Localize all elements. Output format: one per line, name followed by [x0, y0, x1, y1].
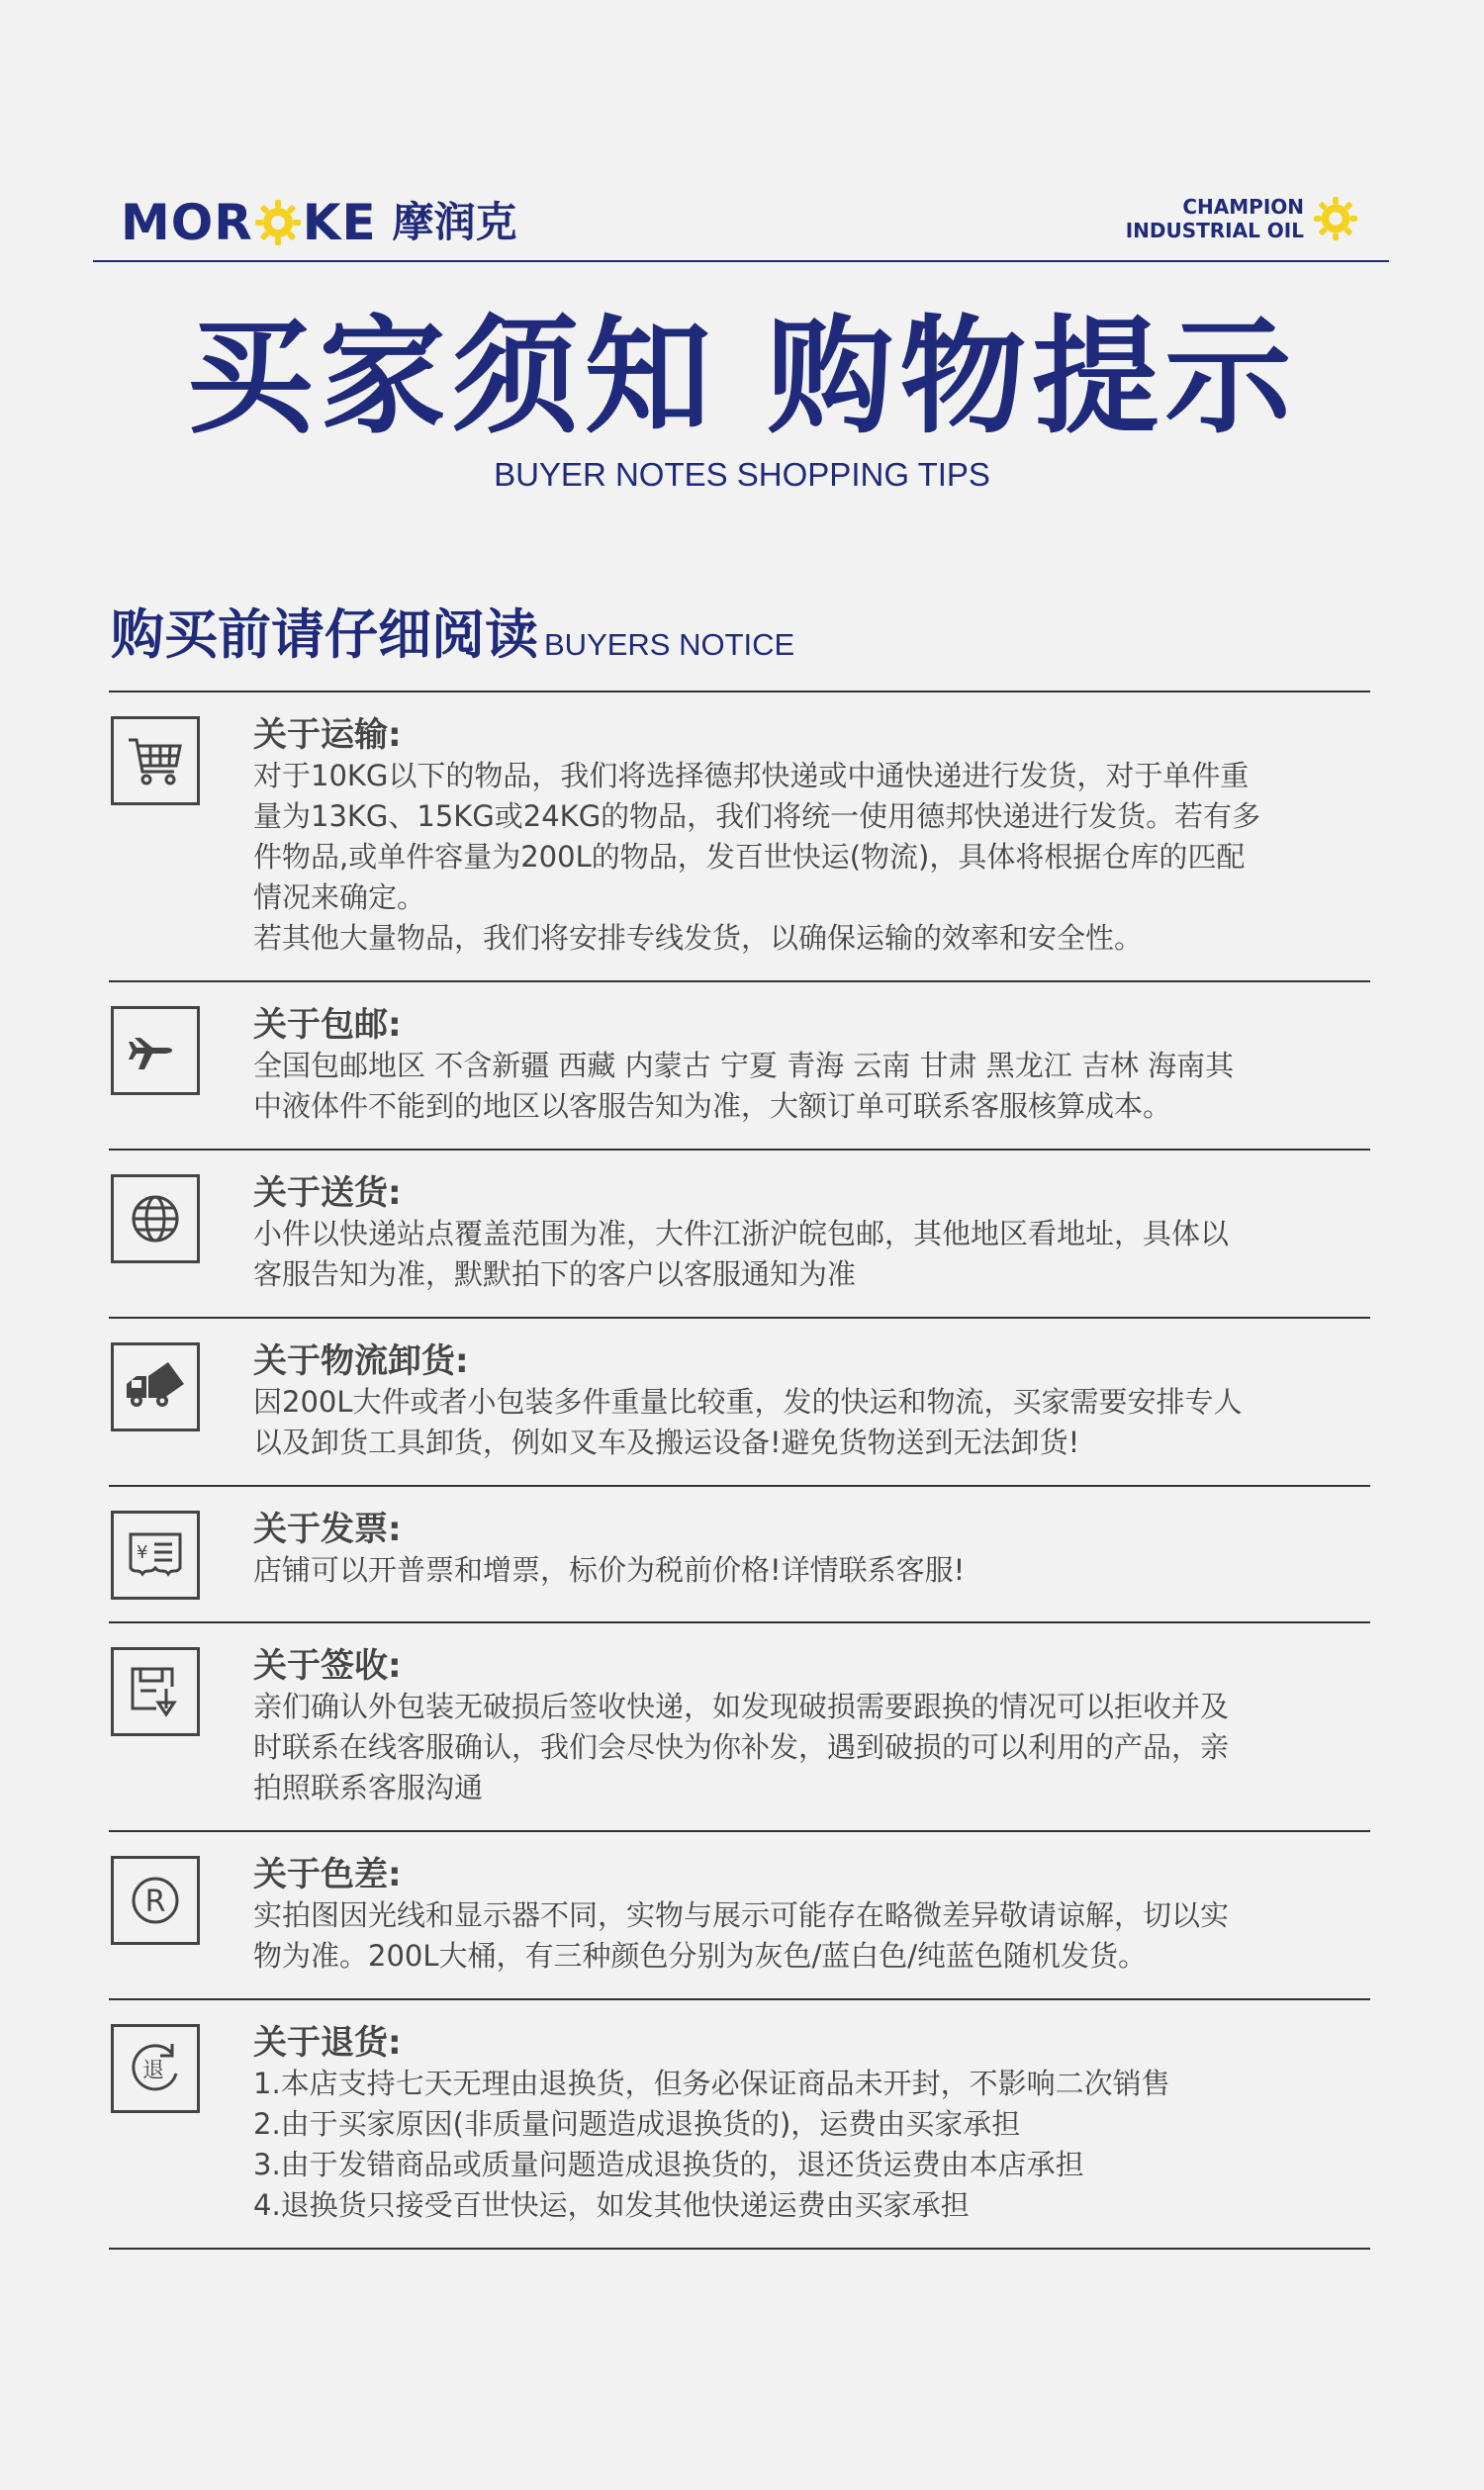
section-free-shipping — [109, 982, 1370, 1151]
section-line: 全国包邮地区 不含新疆 西藏 内蒙古 宁夏 青海 云南 甘肃 黑龙江 吉林 海南其 — [253, 1049, 1235, 1082]
section-line: 1.本店支持七天无理由退换货，但务必保证商品未开封，不影响二次销售 — [253, 2067, 1170, 2100]
section-title: 关于物流卸货: — [253, 1341, 469, 1381]
section-receiving — [109, 1623, 1370, 1832]
shopping-cart-icon — [111, 716, 200, 805]
section-line: 拍照联系客服沟通 — [253, 1771, 484, 1804]
section-line: 对于10KG以下的物品，我们将选择德邦快递或中通快递进行发货，对于单件重 — [253, 759, 1250, 792]
section-line: 时联系在线客服确认，我们会尽快为你补发，遇到破损的可以利用的产品，亲 — [253, 1730, 1230, 1764]
notice-heading-cn: 购买前请仔细阅读 — [111, 603, 538, 666]
notice-sections — [109, 691, 1370, 2250]
page-title: 买家须知 购物提示 — [186, 304, 1298, 451]
champion-line: CHAMPION — [1182, 195, 1304, 219]
champion-text — [1126, 195, 1304, 242]
champion-badge — [1126, 195, 1357, 242]
brand-header — [93, 183, 1389, 262]
section-title: 关于运输: — [253, 715, 402, 755]
svg-text:¥: ¥ — [137, 1542, 148, 1563]
section-returns — [109, 2000, 1370, 2250]
section-line: 小件以快递站点覆盖范围为准，大件江浙沪皖包邮，其他地区看地址，具体以 — [253, 1217, 1230, 1250]
section-line: 情况来确定。 — [253, 880, 426, 914]
section-text — [253, 714, 1370, 959]
section-line: 店铺可以开普票和增票，标价为税前价格!详情联系客服! — [253, 1553, 966, 1587]
section-title: 关于色差: — [253, 1855, 402, 1894]
industrial-oil-line: INDUSTRIAL OIL — [1125, 219, 1304, 242]
notice-heading — [111, 603, 795, 666]
section-invoice — [109, 1487, 1370, 1623]
section-line: 以及卸货工具卸货，例如叉车及搬运设备!避免货物送到无法卸货! — [253, 1426, 1080, 1459]
brand-word-right: KE — [302, 194, 377, 251]
section-line: 物为准。200L大桶，有三种颜色分别为灰色/蓝白色/纯蓝色随机发货。 — [253, 1939, 1148, 1973]
globe-icon — [111, 1174, 200, 1263]
return-icon — [111, 2024, 200, 2113]
airplane-icon — [111, 1006, 200, 1095]
section-text — [253, 1172, 1370, 1295]
invoice-icon — [111, 1511, 200, 1600]
section-line: 客服告知为准，默默拍下的客户以客服通知为准 — [253, 1257, 857, 1291]
section-text — [253, 1340, 1370, 1463]
section-text — [253, 1854, 1370, 1977]
section-line: 3.由于发错商品或质量问题造成退换货的，退还货运费由本店承担 — [253, 2148, 1084, 2181]
section-line: 4.退换货只接受百世快运，如发其他快递运费由买家承担 — [253, 2188, 970, 2222]
section-line: 实拍图因光线和显示器不同，实物与展示可能存在略微差异敬请谅解，切以实 — [253, 1898, 1230, 1932]
section-color-difference — [109, 1832, 1370, 2000]
receive-download-icon — [111, 1647, 200, 1736]
section-line: 中液体件不能到的地区以客服告知为准，大额订单可联系客服核算成本。 — [253, 1089, 1172, 1123]
section-line: 若其他大量物品，我们将安排专线发货，以确保运输的效率和安全性。 — [253, 921, 1144, 955]
section-delivery — [109, 1151, 1370, 1319]
section-text — [253, 1004, 1370, 1127]
section-line: 亲们确认外包装无破损后签收快递，如发现破损需要跟换的情况可以拒收并及 — [253, 1690, 1230, 1723]
sun-gear-icon — [1314, 197, 1357, 240]
brand-wordmark — [121, 194, 377, 251]
section-line: 件物品,或单件容量为200L的物品，发百世快运(物流)，具体将根据仓库的匹配 — [253, 840, 1246, 874]
section-text — [253, 1645, 1370, 1808]
section-title: 关于退货: — [253, 2023, 402, 2063]
section-shipping — [109, 692, 1370, 982]
section-title: 关于发票: — [253, 1510, 402, 1549]
section-title: 关于包邮: — [253, 1005, 402, 1045]
section-line: 因200L大件或者小包装多件重量比较重，发的快运和物流，买家需要安排专人 — [253, 1385, 1243, 1419]
return-icon-glyph: 退 — [141, 2059, 165, 2083]
registered-mark-icon — [111, 1856, 200, 1945]
section-unloading — [109, 1319, 1370, 1487]
brand-chinese-name: 摩润克 — [392, 198, 517, 246]
delivery-truck-icon — [111, 1342, 200, 1431]
notice-heading-en: BUYERS NOTICE — [544, 626, 795, 662]
section-text — [253, 2022, 1370, 2226]
section-line: 量为13KG、15KG或24KG的物品，我们将统一使用德邦快递进行发货。若有多 — [253, 799, 1261, 833]
sun-gear-icon — [255, 200, 301, 245]
section-line: 2.由于买家原因(非质量问题造成退换货的)，运费由买家承担 — [253, 2107, 1021, 2141]
section-title: 关于签收: — [253, 1646, 402, 1686]
page-subtitle: BUYER NOTES SHOPPING TIPS — [494, 456, 990, 493]
svg-text:R: R — [144, 1885, 166, 1919]
section-title: 关于送货: — [253, 1173, 402, 1213]
section-text — [253, 1509, 1370, 1591]
brand-logo — [121, 193, 517, 252]
brand-word-left: MOR — [121, 194, 253, 251]
